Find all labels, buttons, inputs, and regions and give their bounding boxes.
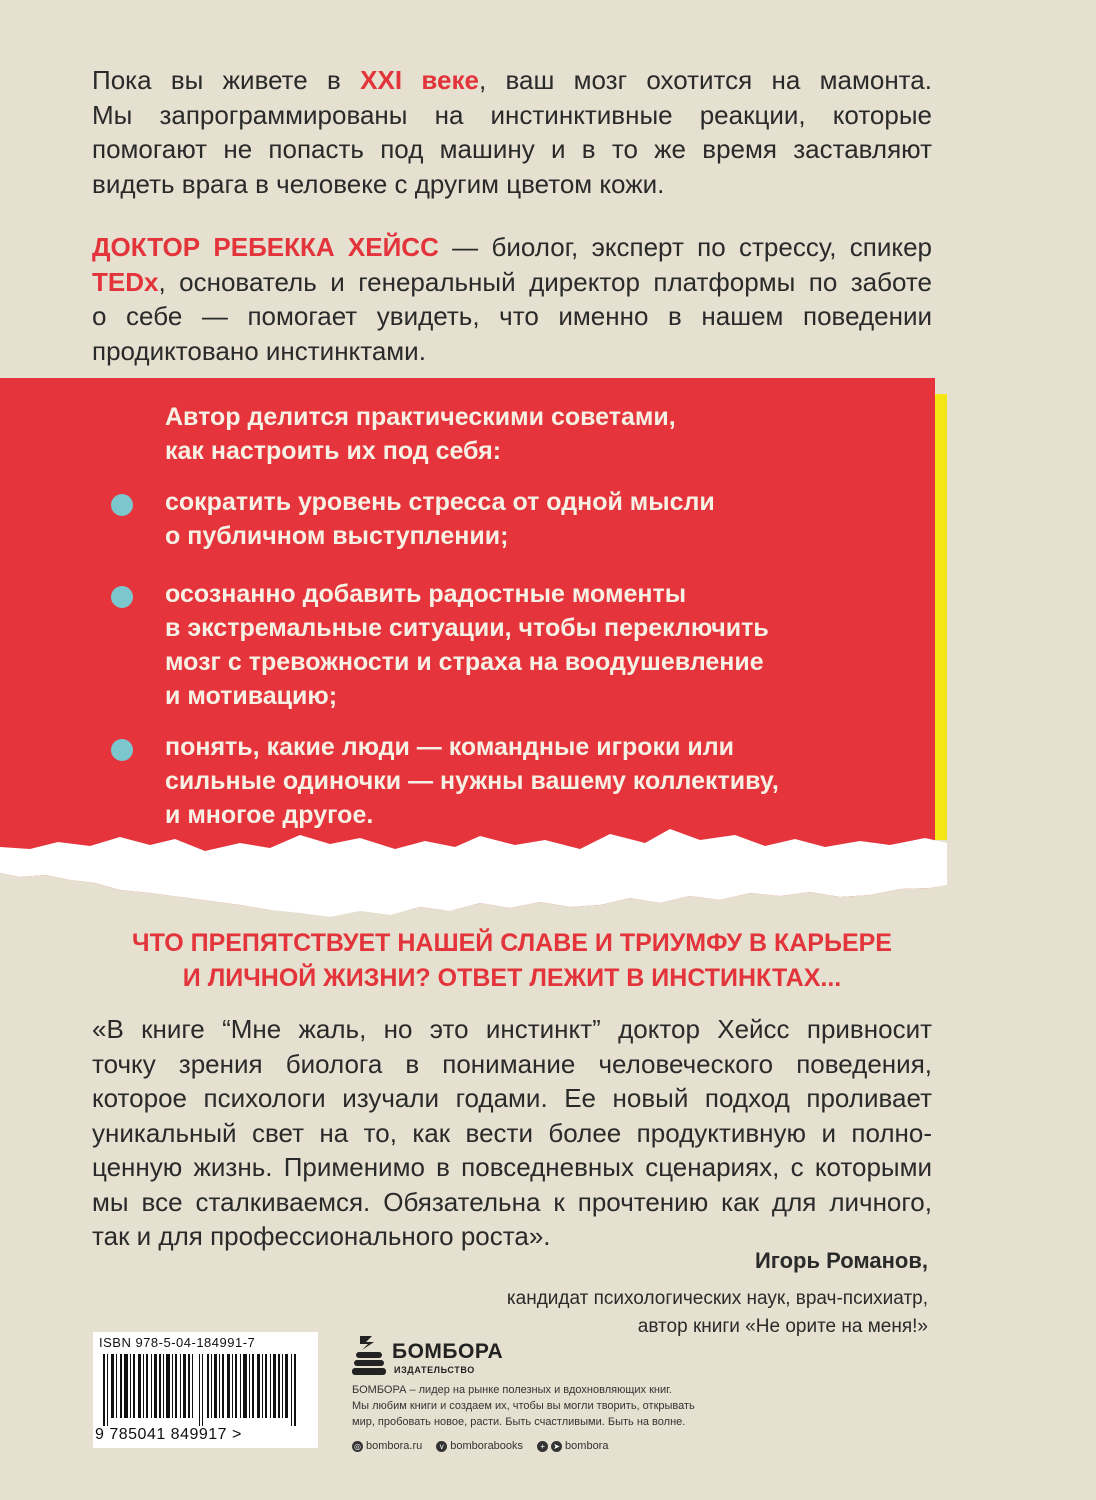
intro-line-3: помогают не попасть под машину и в то же время заставляют bbox=[92, 134, 932, 164]
bullet-2-line-1: осознанно добавить радостные моменты bbox=[165, 580, 687, 608]
snow-mountains bbox=[0, 825, 960, 925]
quote-author-role-1: кандидат психологических наук, врач-психиатр, bbox=[506, 1288, 928, 1309]
bullet-1-line-1: сократить уровень стресса от одной мысли bbox=[165, 488, 715, 516]
tedx-highlight: TEDx bbox=[92, 266, 159, 297]
heading-line-1: ЧТО ПРЕПЯТСТВУЕТ НАШЕЙ СЛАВЕ И ТРИУМФУ В КАРЬЕРЕ bbox=[132, 929, 892, 957]
vk-link[interactable]: v bomborabooks bbox=[436, 1440, 523, 1452]
quote-line: мы все сталкиваемся. Обязательна к прочтению как для личного, bbox=[92, 1186, 932, 1217]
bullet-2-line-4: и мотивацию; bbox=[165, 682, 338, 710]
intro-paragraph bbox=[92, 63, 932, 201]
bullet-dot-1 bbox=[111, 494, 133, 516]
quote-line: которое психологи изучали годами. Ее новый подход проливает bbox=[92, 1083, 932, 1113]
bullet-2-line-2: в экстремальные ситуации, чтобы переключить bbox=[165, 614, 769, 642]
quote-line: уникальный свет на то, как вести более продуктивную и полно- bbox=[92, 1117, 932, 1148]
author-line-1: ДОКТОР РЕБЕККА ХЕЙСС — биолог, эксперт по стрессу, спикер bbox=[92, 232, 932, 262]
intro-line-2: Мы запрограммированы на инстинктивные реакции, которые bbox=[92, 99, 932, 130]
intro-line-1: Пока вы живете в XXI веке, ваш мозг охотится на мамонта. bbox=[92, 65, 932, 95]
plus-icon: + bbox=[537, 1441, 548, 1452]
bullet-1-line-2: о публичном выступлении; bbox=[165, 522, 509, 550]
barcode-digits: 9 785041 849917 > bbox=[95, 1426, 242, 1443]
quote-author-role-2: автор книги «Не орите на меня!» bbox=[637, 1316, 928, 1337]
bullet-2-line-3: мозг с тревожности и страха на воодушевление bbox=[165, 648, 764, 676]
quote-line: ценную жизнь. Применимо в повседневных сценариях, с которыми bbox=[92, 1152, 932, 1182]
quote-line: так и для профессионального роста». bbox=[92, 1221, 551, 1251]
telegram-icon: ➤ bbox=[551, 1441, 562, 1452]
author-line-2: TEDx, основатель и генеральный директор платформы по заботе bbox=[92, 266, 932, 297]
bullet-3-line-3: и многое другое. bbox=[165, 801, 374, 829]
bullet-3-line-1: понять, какие люди — командные игроки или bbox=[165, 733, 734, 761]
publisher-desc-line-2: Мы любим книги и создаем их, чтобы вы могли творить, открывать bbox=[352, 1400, 695, 1412]
author-name: ДОКТОР РЕБЕККА ХЕЙСС bbox=[92, 232, 439, 262]
author-paragraph bbox=[92, 230, 932, 368]
publisher-desc-line-3: мир, пробовать новое, расти. Быть счастливыми. Быть на волне. bbox=[352, 1416, 686, 1428]
intro-line-4: видеть врага в человеке с другим цветом кожи. bbox=[92, 168, 665, 199]
heading-line-2: И ЛИЧНОЙ ЖИЗНИ? ОТВЕТ ЛЕЖИТ В ИНСТИНКТАХ... bbox=[182, 964, 842, 992]
quote-author: Игорь Романов, bbox=[754, 1248, 928, 1273]
barcode-bars bbox=[103, 1354, 308, 1426]
century-highlight: XXI веке bbox=[360, 65, 479, 95]
telegram-link[interactable]: + ➤ bombora bbox=[537, 1440, 608, 1452]
social-links bbox=[352, 1440, 608, 1452]
bullet-3-line-2: сильные одиночки — нужны вашему коллективу, bbox=[165, 767, 779, 795]
globe-icon: ◎ bbox=[352, 1441, 363, 1452]
bullet-dot-2 bbox=[111, 586, 133, 608]
bombora-logo-icon bbox=[352, 1334, 388, 1378]
panel-intro-line-1: Автор делится практическими советами, bbox=[165, 403, 676, 431]
publisher-name: БОМБОРА bbox=[392, 1340, 504, 1363]
isbn-label: ISBN 978-5-04-184991-7 bbox=[99, 1335, 256, 1350]
site-link[interactable]: ◎ bombora.ru bbox=[354, 1440, 423, 1452]
quote-line: «В книге “Мне жаль, но это инстинкт” доктор Хейсс привносит bbox=[92, 1014, 932, 1044]
vk-icon: v bbox=[436, 1441, 447, 1452]
author-line-4: продиктовано инстинктами. bbox=[92, 335, 426, 366]
quote-line: точку зрения биолога в понимание человеческого поведения, bbox=[92, 1048, 932, 1079]
bullet-dot-3 bbox=[111, 739, 133, 761]
barcode-box bbox=[93, 1332, 318, 1448]
author-line-3: о себе — помогает увидеть, что именно в нашем поведении bbox=[92, 301, 932, 331]
publisher-subtitle: ИЗДАТЕЛЬСТВО bbox=[394, 1365, 475, 1375]
panel-intro-line-2: как настроить их под себя: bbox=[165, 437, 502, 465]
yellow-stripe bbox=[935, 394, 947, 840]
quote-paragraph bbox=[92, 1012, 932, 1254]
publisher-desc-line-1: БОМБОРА – лидер на рынке полезных и вдохновляющих книг. bbox=[352, 1384, 672, 1396]
